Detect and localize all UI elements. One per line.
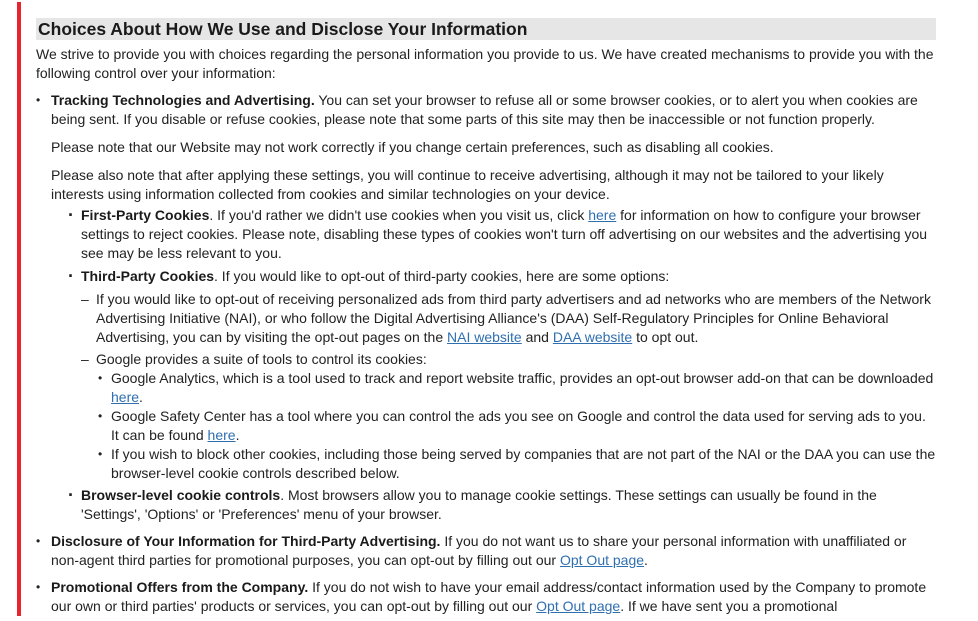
section-title: Choices About How We Use and Disclose Your Information <box>36 18 936 40</box>
browser-text: . Most browsers allow you to manage cookie settings. These settings can usually be found in the 'Settings', 'Options' or 'Preferences' menu of your browser. <box>81 487 877 522</box>
first-party-heading: First-Party Cookies <box>81 207 210 223</box>
policy-section <box>36 18 936 616</box>
analytics-text: Google Analytics, which is a tool used to track and report website traffic, provides an opt-out browser add-on that can be downloaded <box>111 370 934 386</box>
disclosure-text: If you do not want us to share your personal information with unaffiliated or non-agent third parties for promotional purposes, you can opt-out by filling out our <box>51 533 907 568</box>
tracking-heading: Tracking Technologies and Advertising. <box>51 92 315 108</box>
nai-text-after: to opt out. <box>632 329 699 345</box>
tracking-text: You can set your browser to refuse all or some browser cookies, or to alert you when cookies are being sent. If you disable or refuse cookies, please note that some parts of this site may then be inaccessible or not function properly. <box>51 92 918 127</box>
list-item-first-party <box>66 206 936 263</box>
google-text: Google provides a suite of tools to control its cookies: <box>96 351 427 367</box>
promotional-opt-out-link[interactable]: Opt Out page <box>536 598 621 614</box>
list-item-third-party <box>66 267 936 483</box>
third-party-heading: Third-Party Cookies <box>81 268 215 284</box>
tracking-note-1: Please note that our Website may not work correctly if you change certain preferences, such as disabling all cookies. <box>51 139 774 155</box>
first-party-text: . If you'd rather we didn't use cookies when you visit us, click <box>209 207 589 223</box>
list-item-google-analytics <box>96 369 936 407</box>
choices-list <box>36 91 936 616</box>
nai-and: and <box>521 329 553 345</box>
safety-text: Google Safety Center has a tool where you can control the ads you see on Google and control the data used for serving ads to you. It can be found <box>111 408 926 443</box>
tracking-note-2: Please also note that after applying these settings, you will continue to receive advertising, although it may not be tailored to your likely interests using information collected from cookies and similar technologies on your device. <box>51 167 884 202</box>
cookie-types-list <box>36 206 936 524</box>
disclosure-period: . <box>644 552 648 568</box>
first-party-here-link[interactable]: here <box>588 207 617 223</box>
nai-text: If you would like to opt-out of receiving personalized ads from third party advertisers and ad networks who are members of the Network Advertising Initiative (NAI), or who follow the Digital Advertising Alliance's (DAA) Self-Regulatory Principles for Online Behavioral Advertising, you can by visiting the opt-out pages on the <box>96 291 931 345</box>
third-party-options-list <box>81 290 936 483</box>
promotional-heading: Promotional Offers from the Company. <box>51 579 309 595</box>
daa-website-link[interactable]: DAA website <box>552 329 633 345</box>
list-item-nai-daa <box>81 290 936 347</box>
list-item-browser-controls <box>66 486 936 524</box>
list-item-block-cookies <box>96 445 936 483</box>
list-item-promotional <box>36 578 936 616</box>
third-party-text: . If you would like to opt-out of third-party cookies, here are some options: <box>214 268 670 284</box>
promotional-text: If you do not wish to have your email address/contact information used by the Company to promote our own or third parties' products or services, you can opt-out by filling out our <box>51 579 927 614</box>
browser-heading: Browser-level cookie controls <box>81 487 281 503</box>
intro-paragraph: We strive to provide you with choices regarding the personal information you provide to us. We have created mechanisms to provide you with the following control over your information: <box>36 46 934 81</box>
list-item-disclosure <box>36 532 936 570</box>
first-party-text-after: for information on how to configure your browser settings to reject cookies. Please note, disabling these types of cookies won't turn off advertising on our websites and the advertising you see may be less relevant to you. <box>81 207 928 261</box>
accent-bar <box>17 2 21 616</box>
nai-website-link[interactable]: NAI website <box>447 329 522 345</box>
safety-here-link[interactable]: here <box>207 427 236 443</box>
google-tools-list <box>96 369 936 483</box>
analytics-here-link[interactable]: here <box>111 389 140 405</box>
list-item-google-safety <box>96 407 936 445</box>
disclosure-opt-out-link[interactable]: Opt Out page <box>559 552 645 568</box>
list-item-tracking <box>36 91 936 524</box>
disclosure-heading: Disclosure of Your Information for Third-Party Advertising. <box>51 533 441 549</box>
promotional-text-after: . If we have sent you a promotional <box>620 598 838 614</box>
block-text: If you wish to block other cookies, including those being served by companies that are not part of the NAI or the DAA you can use the browser-level cookie controls described below. <box>111 446 936 481</box>
analytics-period: . <box>139 389 143 405</box>
list-item-google <box>81 350 936 483</box>
safety-period: . <box>235 427 240 443</box>
